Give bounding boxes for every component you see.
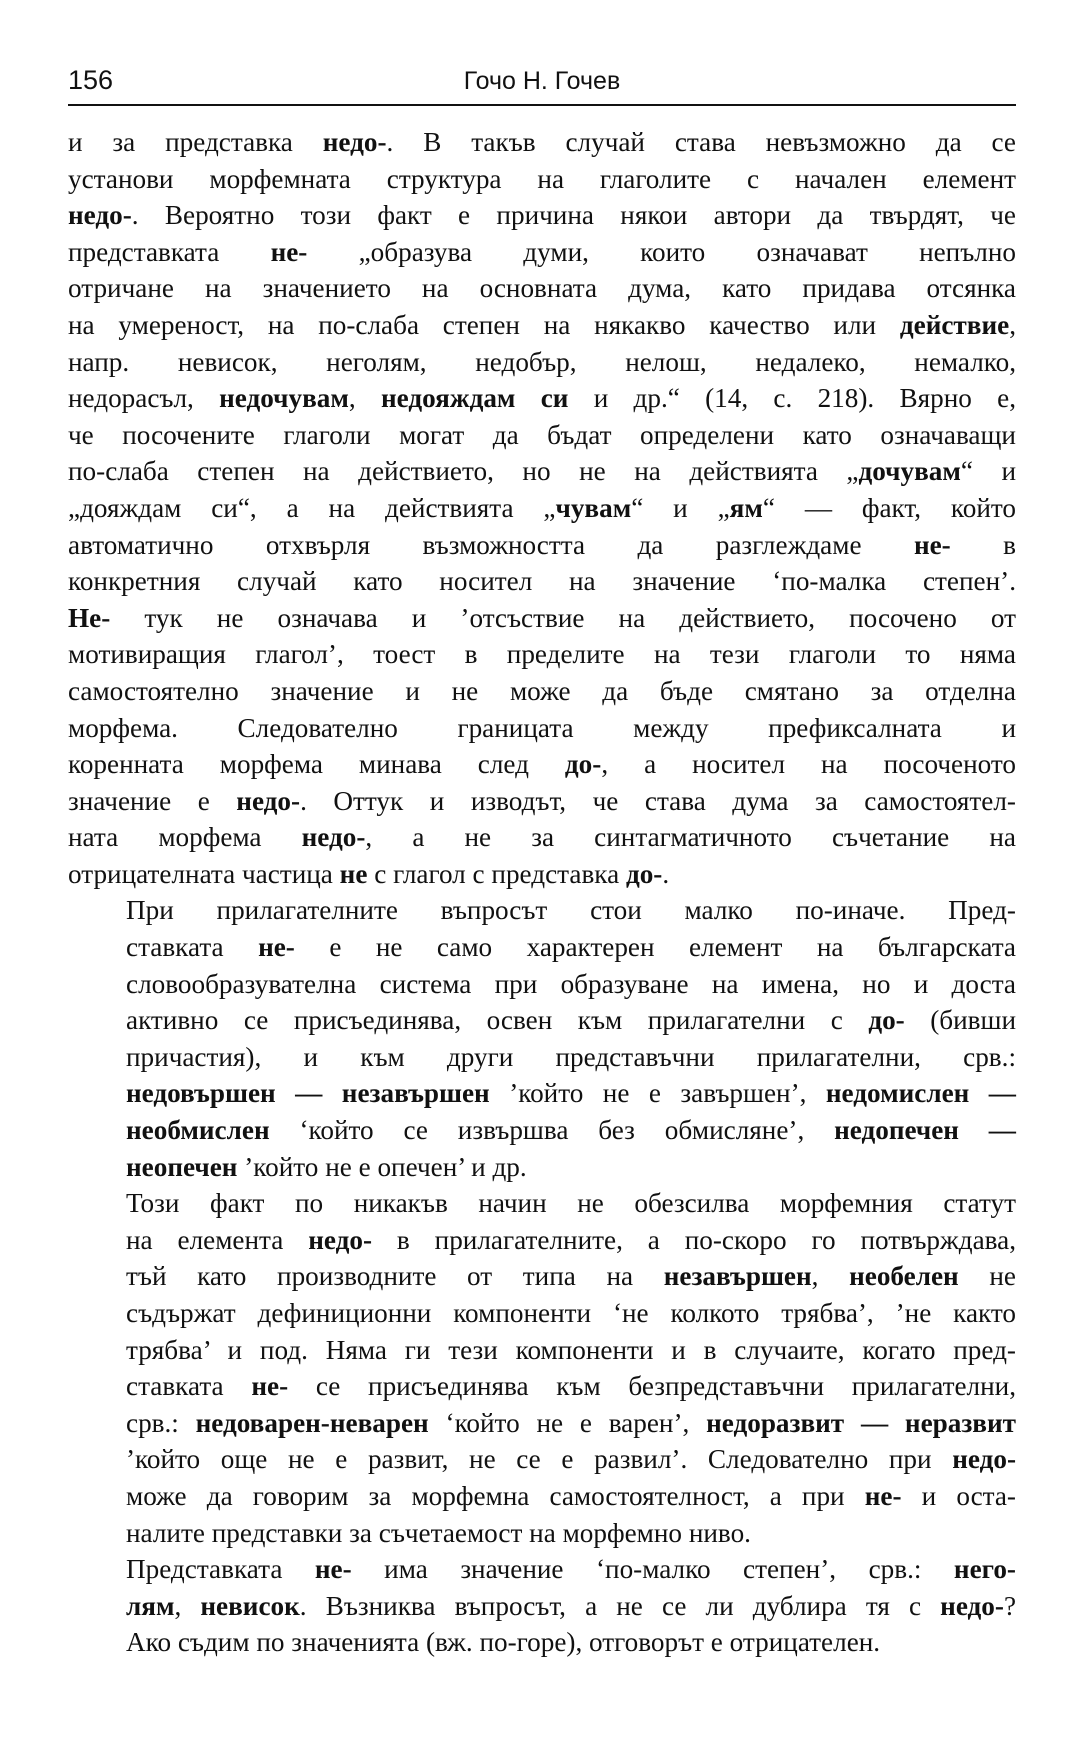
text-run: отрицателната частица — [68, 858, 340, 889]
bold-term: недоразвит — неразвит — [706, 1407, 1016, 1438]
book-page — [68, 60, 1016, 1661]
text-line — [68, 197, 1016, 234]
text-line — [68, 1185, 1016, 1222]
text-run: (бивши — [904, 1005, 1016, 1036]
bold-term: невисок — [200, 1590, 300, 1621]
bold-term: недо- — [952, 1444, 1016, 1475]
text-line — [68, 417, 1016, 454]
text-run: ’който не е завършен’, — [489, 1078, 826, 1109]
text-line — [68, 270, 1016, 307]
text-run: на елемента — [126, 1224, 309, 1255]
text-line — [68, 124, 1016, 161]
bold-term: чувам — [555, 492, 632, 523]
running-header — [68, 60, 1016, 106]
text-run: трябва’ и под. Няма ги тези компоненти и в случаите, когато пред- — [126, 1334, 1016, 1365]
text-line — [68, 161, 1016, 198]
text-run: с глагол с представка — [367, 858, 626, 889]
bold-term: недо- — [940, 1590, 1004, 1621]
text-run: ? — [1003, 1590, 1017, 1621]
bold-term: лям — [126, 1590, 175, 1621]
text-run: отричане на значението на основната дума, като придава отсянка — [68, 273, 1016, 304]
text-run: на умереност, на по-слаба степен на някакво качество или — [68, 309, 900, 340]
text-run: е не само характерен елемент на българската — [294, 932, 1016, 963]
text-line — [68, 783, 1016, 820]
text-run: , — [811, 1261, 850, 1292]
text-line — [68, 1258, 1016, 1295]
text-line — [68, 1332, 1016, 1369]
text-line — [68, 710, 1016, 747]
bold-term: ям — [729, 492, 763, 523]
paragraph — [68, 1551, 1016, 1661]
text-line — [68, 453, 1016, 490]
text-line — [68, 929, 1016, 966]
text-line — [68, 746, 1016, 783]
bold-term: недочувам — [219, 383, 349, 414]
text-run: . — [662, 858, 670, 889]
bold-term: недо- — [308, 1224, 373, 1255]
bold-term: не- — [314, 1554, 352, 1585]
text-run: , а не за синтагматичното съчетание на — [365, 822, 1016, 853]
text-run: може да говорим за морфемна самостоятелност, а при — [126, 1480, 865, 1511]
bold-term: не- — [913, 529, 951, 560]
bold-term: не- — [270, 236, 308, 267]
text-run: налите представки за съчетаемост на морфемно ниво. — [126, 1517, 751, 1548]
text-run: в — [950, 529, 1016, 560]
text-run: по-слаба степен на действието, но не на действията „ — [68, 456, 859, 487]
text-run: ‘който се извършва без обмисляне’, — [269, 1115, 835, 1146]
text-run: При прилагателните въпросът стои малко по-иначе. Пред- — [126, 895, 1016, 926]
text-line — [68, 636, 1016, 673]
text-run: ставката — [126, 1371, 252, 1402]
bold-term: недо- — [236, 785, 301, 816]
text-line — [68, 856, 1016, 893]
text-run: съдържат дефиниционни компоненти ‘не колкото трябва’, ’не както — [126, 1298, 1016, 1328]
text-line — [68, 1515, 1016, 1552]
bold-term: него- — [953, 1554, 1016, 1585]
bold-term: не- — [258, 932, 295, 963]
text-run: напр. невисок, неголям, недобър, нелош, недалеко, немалко, — [68, 346, 1016, 377]
bold-term: незавършен — [663, 1261, 812, 1292]
bold-term: необелен — [849, 1261, 959, 1292]
bold-term: не- — [864, 1480, 902, 1511]
text-run: недорасъл, — [68, 383, 220, 414]
bold-term: недомислен — — [825, 1078, 1016, 1109]
bold-term: не — [339, 858, 368, 889]
text-line — [68, 380, 1016, 417]
text-line — [68, 892, 1016, 929]
text-run: . Оттук и изводът, че става дума за самостоятел- — [300, 785, 1016, 816]
bold-term: недопечен — — [834, 1115, 1016, 1146]
text-line — [68, 490, 1016, 527]
text-run: има значение ‘по-малко степен’, срв.: — [351, 1554, 954, 1585]
page-number: 156 — [68, 65, 114, 95]
text-run: активно се присъединява, освен към прилагателни с — [126, 1005, 869, 1036]
bold-term: недовършен — незавършен — [126, 1078, 490, 1109]
text-run: . Възниква въпросът, а не се ли дублира тя с — [299, 1590, 941, 1621]
text-run: ’който не е опечен’ и др. — [237, 1151, 527, 1182]
text-line — [68, 966, 1016, 1003]
text-line — [68, 1295, 1016, 1332]
bold-term: действие — [899, 309, 1010, 340]
bold-term: дочувам — [858, 456, 961, 487]
text-run: ставката — [126, 932, 259, 963]
text-run: не — [958, 1261, 1016, 1292]
text-line — [68, 234, 1016, 271]
text-run: Ако съдим по значенията (вж. по-горе), отговорът е отрицателен. — [126, 1627, 881, 1658]
bold-term: до- — [868, 1005, 905, 1036]
text-run: причастия), и към други представъчни прилагателни, срв.: — [126, 1041, 1016, 1072]
text-run: тук не означава и ’отсъствие на действието, посочено от — [110, 602, 1016, 633]
text-run: тъй като производните от типа на — [126, 1261, 664, 1292]
text-run: . В такъв случай става невъзможно да се — [386, 127, 1016, 157]
bold-term: недо- — [301, 822, 366, 853]
text-run: и оста- — [901, 1480, 1016, 1511]
text-run: значение е — [68, 785, 237, 816]
text-line — [68, 1551, 1016, 1588]
text-run: самостоятелно значение и не може да бъде смятано за отделна — [68, 675, 1016, 706]
text-run: Този факт по никакъв начин не обезсилва морфемния статут — [126, 1188, 1016, 1219]
bold-term: недоварен-неварен — [195, 1407, 429, 1438]
text-run: и за представка — [68, 127, 323, 157]
text-run: , а носител на посоченото — [601, 749, 1016, 780]
text-line — [68, 1149, 1016, 1186]
bold-term: до- — [625, 858, 663, 889]
text-line — [68, 1112, 1016, 1149]
text-run: срв.: — [126, 1407, 196, 1438]
text-run: коренната морфема минава след — [68, 749, 565, 780]
text-line — [68, 1588, 1016, 1625]
text-run: . Вероятно този факт е причина някои автори да твърдят, че — [131, 200, 1016, 231]
text-run: словообразувателна система при образуване на имена, но и доста — [126, 968, 1016, 999]
text-line — [68, 819, 1016, 856]
text-run: “ и — [960, 456, 1017, 487]
text-run: установи морфемната структура на глаголите с начален елемент — [68, 163, 1016, 194]
text-line — [68, 673, 1016, 710]
text-line — [68, 1075, 1016, 1112]
text-line — [68, 600, 1016, 637]
paragraph — [68, 1185, 1016, 1551]
text-run: автоматично отхвърля възможността да разглеждаме — [68, 529, 914, 560]
text-line — [68, 563, 1016, 600]
text-run: “ и „ — [631, 492, 730, 523]
text-run: Представката — [126, 1554, 315, 1585]
text-run: , — [1009, 309, 1016, 340]
bold-term: неопечен — [126, 1151, 238, 1182]
text-run: ната морфема — [68, 822, 302, 853]
text-run: в прилагателните, а по-скоро го потвърждава, — [372, 1224, 1016, 1255]
text-run: че посочените глаголи могат да бъдат определени като означаващи — [68, 419, 1016, 450]
text-run: ’който още не е развит, не се е развил’. Следователно при — [126, 1444, 953, 1475]
paragraph — [68, 124, 1016, 892]
text-line — [68, 1624, 1016, 1661]
text-line — [68, 1441, 1016, 1478]
paragraph — [68, 892, 1016, 1185]
text-run: , — [174, 1590, 201, 1621]
text-line — [68, 1039, 1016, 1076]
bold-term: не- — [251, 1371, 289, 1402]
text-run: „дояждам си“, а на действията „ — [68, 492, 556, 523]
text-run: „образува думи, които означават непълно — [307, 236, 1016, 267]
text-line — [68, 1478, 1016, 1515]
text-run: , — [348, 383, 381, 414]
text-run: ‘който не е варен’, — [428, 1407, 707, 1438]
text-line — [68, 344, 1016, 381]
text-line — [68, 307, 1016, 344]
text-line — [68, 1222, 1016, 1259]
bold-term: необмислен — [126, 1115, 270, 1146]
text-line — [68, 1368, 1016, 1405]
text-line — [68, 527, 1016, 564]
body-text — [68, 124, 1016, 1661]
text-line — [68, 1405, 1016, 1442]
bold-term: до- — [564, 749, 602, 780]
bold-term: недо- — [68, 200, 132, 231]
text-run: се присъединява към безпредставъчни прилагателни, — [288, 1371, 1016, 1402]
bold-term: недо- — [322, 127, 387, 157]
text-run: мотивиращия глагол’, тоест в пределите на тези глаголи то няма — [68, 639, 1016, 670]
bold-term: недояждам си — [380, 383, 569, 414]
text-run: представката — [68, 236, 271, 267]
running-title: Гочо Н. Гочев — [463, 67, 621, 95]
text-line — [68, 1002, 1016, 1039]
text-run: конкретния случай като носител на значение ‘по-малка степен’. — [68, 566, 1016, 597]
text-run: морфема. Следователно границата между префиксалната и — [68, 712, 1016, 743]
bold-term: Не- — [68, 602, 111, 633]
text-run: “ — факт, който — [762, 492, 1016, 523]
text-run: и др.“ (14, с. 218). Вярно е, — [568, 383, 1016, 414]
